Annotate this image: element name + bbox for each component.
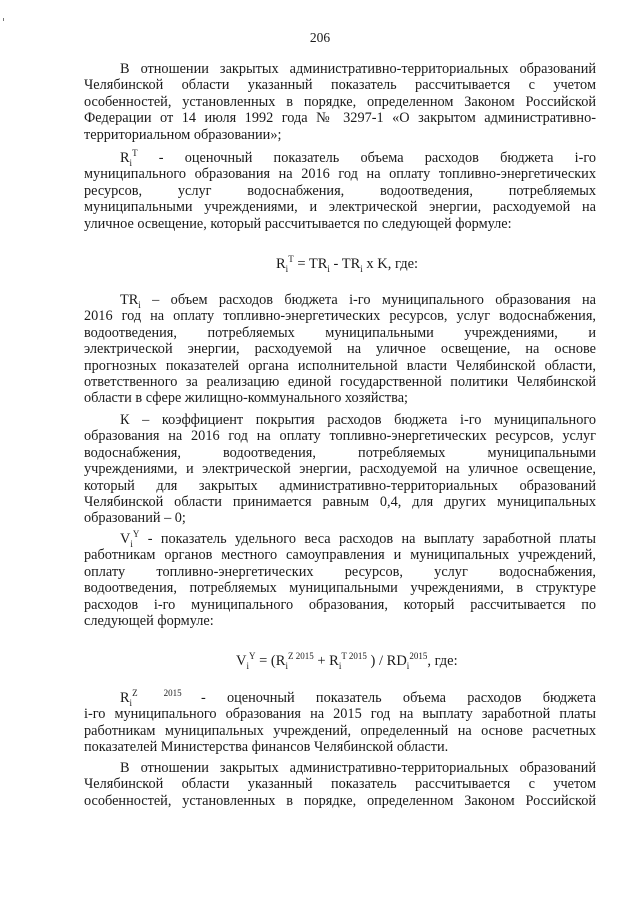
para-line: особенностей, установленных в порядке, определенном Законом Российской: [84, 792, 596, 809]
para-line: образования на 2016 год на оплату топливно-энергетических ресурсов, услуг: [84, 428, 596, 445]
para-line: $R_i^T$ - оценочный показатель объема расходов бюджета i-го: [120, 148, 596, 168]
paragraph-riz-definition: [84, 690, 596, 756]
para-line: образований – 0;: [84, 510, 186, 527]
para-line: $V_i^Y$ - показатель удельного веса расходов на выплату заработной платы: [120, 529, 596, 549]
para-line: Челябинской области указанный показатель рассчитывается с учетом: [84, 77, 596, 94]
para-line: К – коэффициент покрытия расходов бюджета i-го муниципального: [120, 412, 596, 428]
para-line: оплату топливно-энергетических ресурсов, услуг водоснабжения,: [84, 563, 596, 580]
para-line: муниципального образования на 2016 год на оплату топливно-энергетических: [84, 166, 596, 183]
paragraph-viy-definition: [84, 531, 596, 629]
para-line: $TR_i$ – объем расходов бюджета i-го муниципального образования на: [120, 292, 596, 310]
para-line: В отношении закрытых административно-территориальных образований: [120, 760, 596, 776]
para-line: электрической энергии, расходуемой на уличное освещение, на основе: [84, 341, 596, 358]
para-line: показателей Министерства финансов Челябинской области.: [84, 739, 449, 756]
para-line: Челябинской области указанный показатель рассчитывается с учетом: [84, 776, 596, 793]
para-line: ресурсов, услуг водоснабжения, водоотведения, потребляемых: [84, 182, 596, 199]
paragraph-rit-definition: [84, 150, 596, 232]
para-line: уличное освещение, который рассчитывается по следующей формуле:: [84, 215, 512, 232]
page-number: 206: [309, 30, 331, 45]
scan-mark: [3, 18, 4, 21]
para-line: расходов i-го муниципального образования, который рассчитывается по: [84, 596, 596, 613]
para-line: i-го муниципального образования на 2015 год на выплату заработной платы: [84, 706, 596, 723]
para-line: водоотведения, потребляемых муниципальными учреждениями, в структуре: [84, 580, 596, 597]
para-line: муниципальными учреждениями, и электрической энергии, расходуемой на: [84, 199, 596, 216]
para-line: ответственного за реализацию единой государственной политики Челябинской: [84, 374, 596, 391]
para-line: области в сфере жилищно-коммунального хозяйства;: [84, 390, 409, 407]
para-line: водоснабжения, водоотведения, потребляемых муниципальными: [84, 444, 596, 461]
para-line: работникам органов местного самоуправления и муниципальных учреждений,: [84, 547, 596, 564]
para-line: который для закрытых административно-территориальных образований: [84, 477, 596, 494]
formula-rit: $R_i^T = TR_i - TR_i$ x K, где:: [276, 254, 419, 274]
para-line: Челябинской области принимается равным 0,4, для других муниципальных: [84, 494, 596, 511]
para-line: следующей формуле:: [84, 613, 214, 630]
para-line: прогнозных показателей органа исполнительной власти Челябинской области,: [84, 357, 596, 374]
para-line: 2016 год на оплату топливно-энергетических ресурсов, услуг водоснабжения,: [84, 308, 596, 325]
variable-r: R: [120, 150, 130, 166]
paragraph-k-definition: [84, 412, 596, 527]
paragraph-zato-note-2: [84, 760, 596, 809]
para-line: $R_i^Z$ $^{2015}$ - оценочный показатель объема расходов бюджета: [120, 688, 596, 708]
para-line: водоотведения, потребляемых муниципальными учреждениями, и: [84, 324, 596, 341]
formula-viy: $V_i^Y = (R_i^{Z 2015} + R_i^{T 2015}$ ) / $RD_i^{2015}$, где:: [236, 651, 458, 671]
paragraph-tri-definition: [84, 292, 596, 407]
para-line: учреждениями, и электрической энергии, расходуемой на уличное освещение,: [84, 461, 596, 478]
para-line: работникам муниципальных учреждений, определенный на основе расчетных: [84, 722, 596, 739]
para-line: Федерации от 14 июля 1992 года № 3297-1 «О закрытом административно-: [84, 110, 596, 127]
para-line: территориальном образовании»;: [84, 126, 282, 143]
paragraph-zato-note-1: [84, 61, 596, 143]
para-line: В отношении закрытых административно-территориальных образований: [120, 61, 596, 77]
para-line: особенностей, установленных в порядке, определенном Законом Российской: [84, 93, 596, 110]
